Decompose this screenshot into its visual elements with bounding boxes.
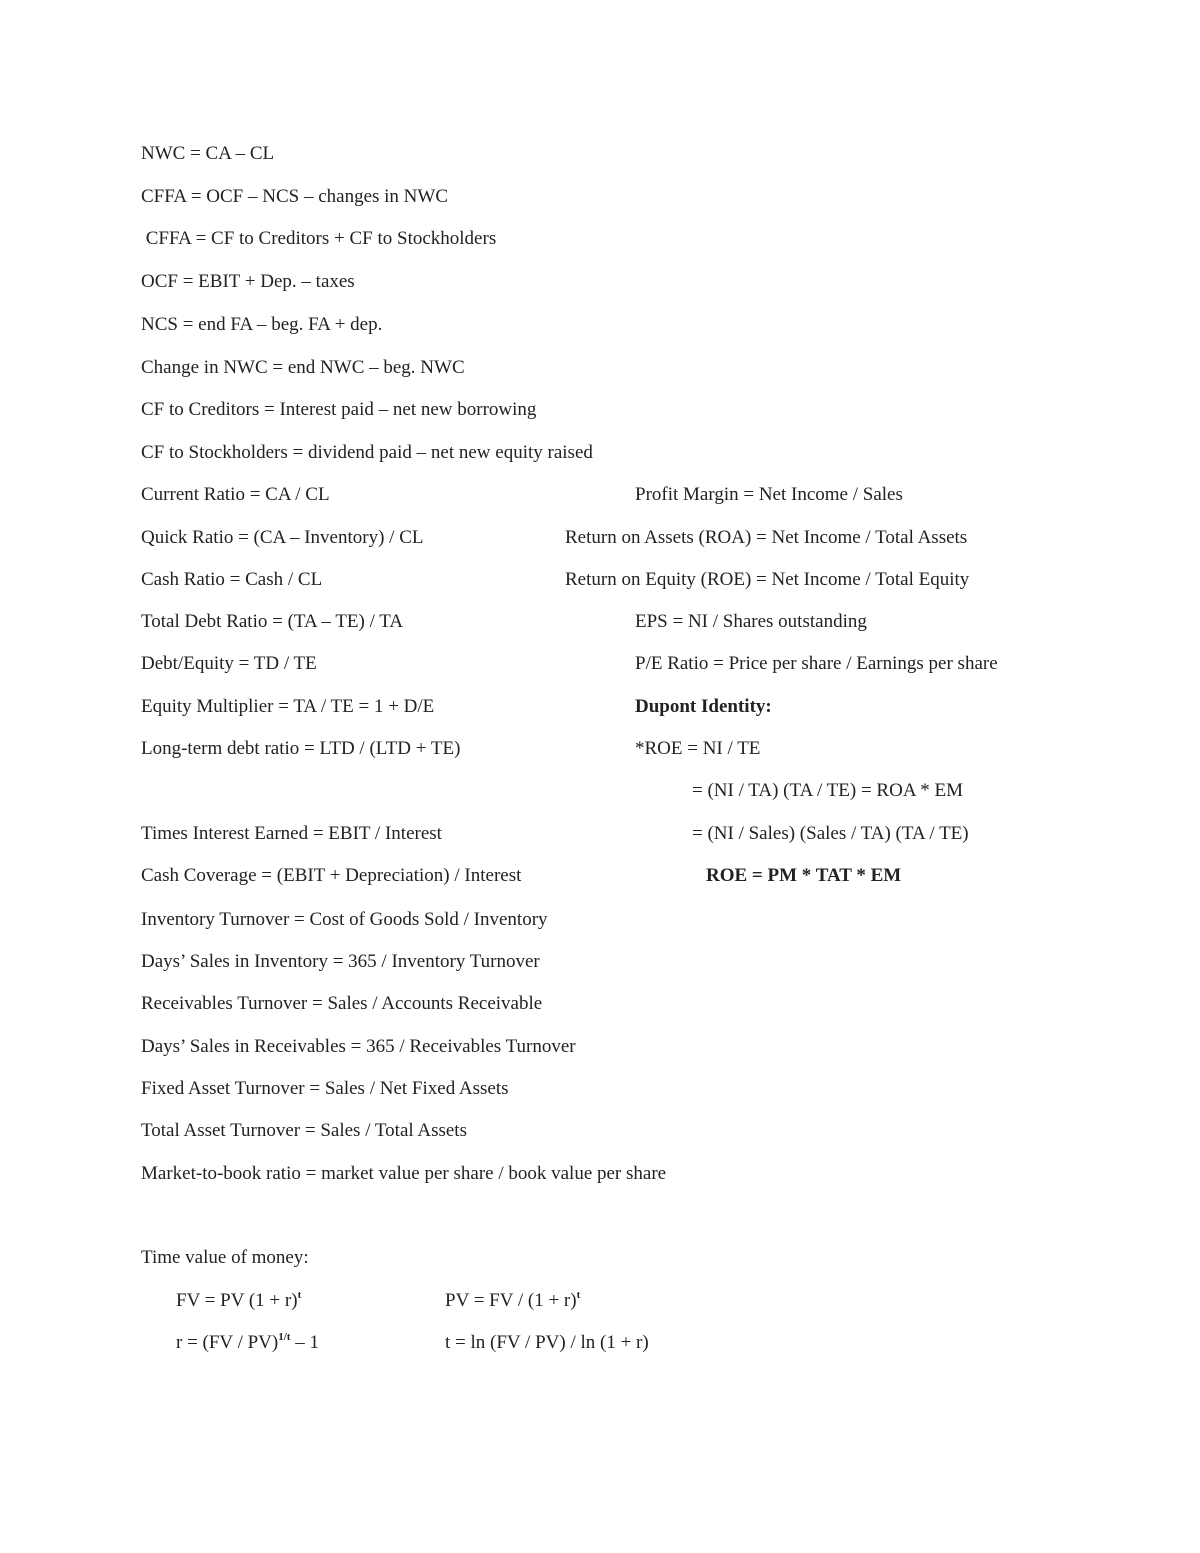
tvm-pv-exponent: t [576, 1289, 581, 1301]
formula-roe: Return on Equity (ROE) = Net Income / Total Equity [565, 569, 970, 590]
formula-cash-ratio: Cash Ratio = Cash / CL [141, 569, 323, 590]
formula-total-asset-turnover: Total Asset Turnover = Sales / Total Assets [141, 1120, 467, 1141]
formula-days-sales-receivables: Days’ Sales in Receivables = 365 / Receivables Turnover [141, 1036, 576, 1057]
formula-nwc: NWC = CA – CL [141, 143, 275, 164]
formula-cf-stockholders: CF to Stockholders = dividend paid – net new equity raised [141, 442, 593, 463]
tvm-t-formula: t = ln (FV / PV) / ln (1 + r) [445, 1332, 649, 1353]
dupont-line-2: = (NI / TA) (TA / TE) = ROA * EM [692, 780, 964, 801]
formula-total-debt-ratio: Total Debt Ratio = (TA – TE) / TA [141, 611, 404, 632]
formula-ncs: NCS = end FA – beg. FA + dep. [141, 314, 383, 335]
formula-quick-ratio: Quick Ratio = (CA – Inventory) / CL [141, 527, 424, 548]
formula-cf-creditors: CF to Creditors = Interest paid – net new borrowing [141, 399, 537, 420]
dupont-heading: Dupont Identity: [635, 696, 772, 717]
tvm-pv-formula [445, 1289, 580, 1313]
formula-cffa: CFFA = OCF – NCS – changes in NWC [141, 186, 449, 207]
formula-debt-equity: Debt/Equity = TD / TE [141, 653, 317, 674]
formula-days-sales-inventory: Days’ Sales in Inventory = 365 / Inventory Turnover [141, 951, 540, 972]
formula-pe-ratio: P/E Ratio = Price per share / Earnings per share [635, 653, 998, 674]
tvm-r-exponent: 1/t [278, 1331, 291, 1343]
formula-eps: EPS = NI / Shares outstanding [635, 611, 867, 632]
tvm-fv-formula [176, 1289, 301, 1313]
tvm-heading: Time value of money: [141, 1247, 309, 1268]
formula-inventory-turnover: Inventory Turnover = Cost of Goods Sold / Inventory [141, 909, 548, 930]
formula-market-to-book: Market-to-book ratio = market value per share / book value per share [141, 1163, 667, 1184]
formula-change-nwc: Change in NWC = end NWC – beg. NWC [141, 357, 465, 378]
dupont-line-4: ROE = PM * TAT * EM [706, 865, 902, 886]
tvm-fv-base: FV = PV (1 + r) [176, 1290, 298, 1311]
formula-fixed-asset-turnover: Fixed Asset Turnover = Sales / Net Fixed Assets [141, 1078, 509, 1099]
formula-equity-multiplier: Equity Multiplier = TA / TE = 1 + D/E [141, 696, 435, 717]
tvm-fv-exponent: t [297, 1289, 302, 1301]
formula-times-interest-earned: Times Interest Earned = EBIT / Interest [141, 823, 442, 844]
tvm-r-tail: – 1 [290, 1332, 319, 1353]
formula-profit-margin: Profit Margin = Net Income / Sales [635, 484, 903, 505]
tvm-pv-base: PV = FV / (1 + r) [445, 1290, 577, 1311]
dupont-line-3: = (NI / Sales) (Sales / TA) (TA / TE) [692, 823, 969, 844]
formula-lt-debt-ratio: Long-term debt ratio = LTD / (LTD + TE) [141, 738, 461, 759]
tvm-r-base: r = (FV / PV) [176, 1332, 279, 1353]
formula-roa: Return on Assets (ROA) = Net Income / Total Assets [565, 527, 968, 548]
formula-current-ratio: Current Ratio = CA / CL [141, 484, 330, 505]
dupont-line-1: *ROE = NI / TE [635, 738, 761, 759]
formula-cash-coverage: Cash Coverage = (EBIT + Depreciation) / Interest [141, 865, 522, 886]
formula-receivables-turnover: Receivables Turnover = Sales / Accounts Receivable [141, 993, 543, 1014]
formula-cffa-alt: CFFA = CF to Creditors + CF to Stockholders [141, 228, 497, 249]
formula-ocf: OCF = EBIT + Dep. – taxes [141, 271, 355, 292]
tvm-r-formula [176, 1331, 319, 1355]
